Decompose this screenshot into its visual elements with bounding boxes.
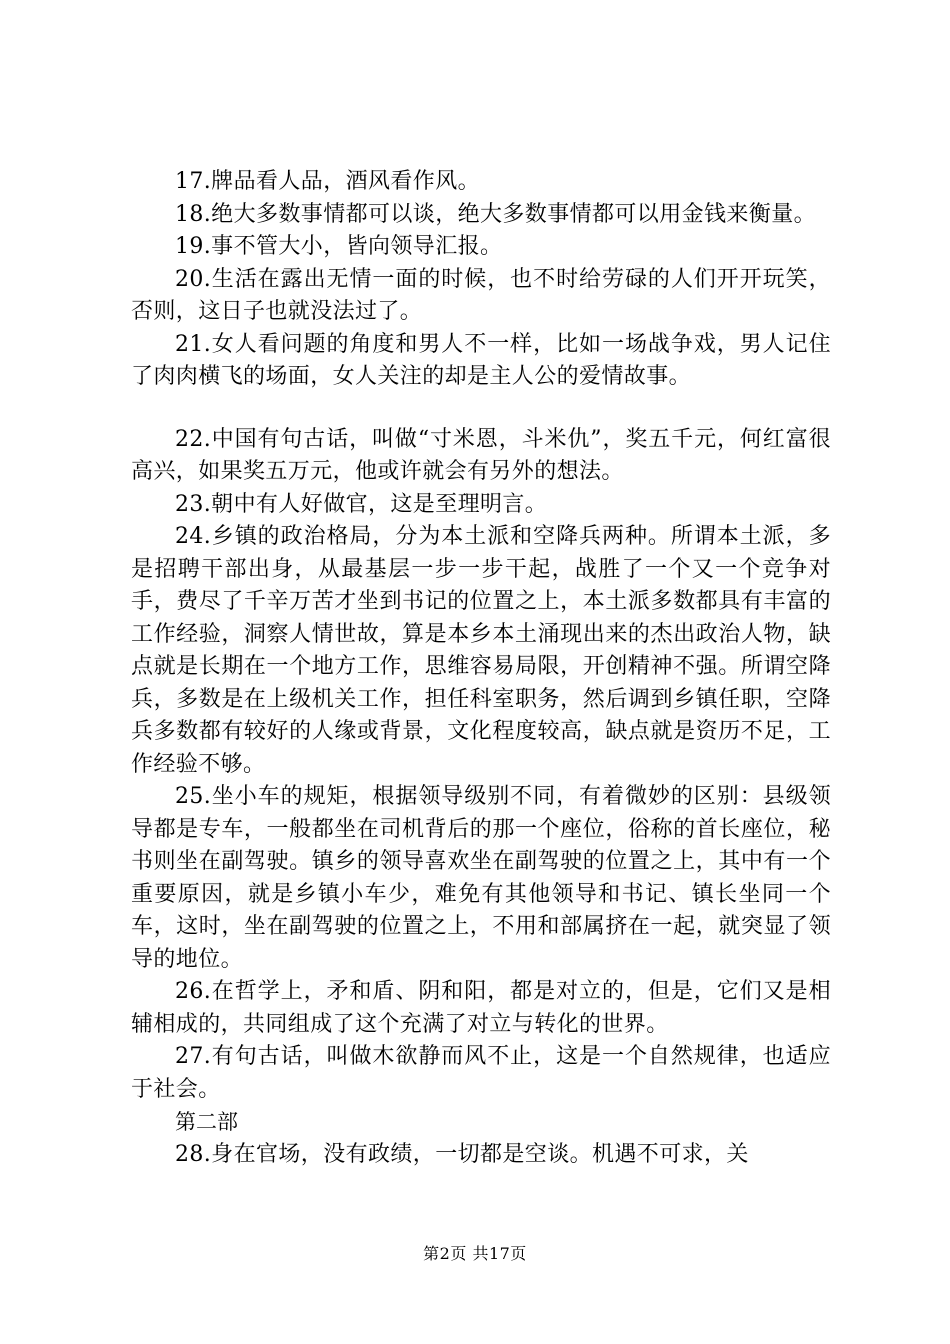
- paragraph-21: 21.女人看问题的角度和男人不一样，比如一场战争戏，男人记住了肉肉横飞的场面，女人关注的却是主人公的爱情故事。: [131, 331, 831, 389]
- paragraph-20: 20.生活在露出无情一面的时候，也不时给劳碌的人们开开玩笑，否则，这日子也就没法过了。: [131, 266, 831, 324]
- paragraph-18: 18.绝大多数事情都可以谈，绝大多数事情都可以用金钱来衡量。: [175, 201, 816, 227]
- paragraph-23: 23.朝中有人好做官，这是至理明言。: [175, 491, 548, 517]
- paragraph-17: 17.牌品看人品，酒风看作风。: [175, 169, 480, 194]
- paragraph-24: 24.乡镇的政治格局，分为本土派和空降兵两种。所谓本土派，多是招聘干部出身，从最基层一步一步干起，战胜了一个又一个竞争对手，费尽了千辛万苦才坐到书记的位置之上，本土派多数都具有丰富的工作经验，洞察人情世故，算是本乡本土涌现出来的杰出政治人物，缺点就是长期在一个地方工作，思维容易局限，开创精神不强。所谓空降兵，多数是在上级机关工作，担任科室职务，然后调到乡镇任职，空降兵多数都有较好的人缘或背景，文化程度较高，缺点就是资历不足，工作经验不够。: [131, 524, 831, 777]
- page-footer: [0, 1243, 950, 1265]
- paragraph-22: 22.中国有句古话，叫做“寸米恩，斗米仇”，奖五千元，何红富很高兴，如果奖五万元，他或许就会有另外的想法。: [131, 426, 831, 484]
- paragraph-26: 26.在哲学上，矛和盾、阴和阳，都是对立的，但是，它们又是相辅相成的，共同组成了这个充满了对立与转化的世界。: [131, 979, 831, 1037]
- document-body: [131, 166, 831, 1171]
- paragraph-28: 28.身在官场，没有政绩，一切都是空谈。机遇不可求，关: [175, 1141, 749, 1167]
- paragraph-25: 25.坐小车的规矩，根据领导级别不同，有着微妙的区别：县级领导都是专车，一般都坐在司机背后的那一个座位，俗称的首长座位，秘书则坐在副驾驶。镇乡的领导喜欢坐在副驾驶的位置之上，其中有一个重要原因，就是乡镇小车少，难免有其他领导和书记、镇长坐同一个车，这时，坐在副驾驶的位置之上，不用和部属挤在一起，就突显了领导的地位。: [131, 784, 831, 972]
- paragraph-19: 19.事不管大小，皆向领导汇报。: [175, 234, 503, 259]
- page-number: 第2页 共17页: [423, 1244, 527, 1263]
- paragraph-27: 27.有句古话，叫做木欲静而风不止，这是一个自然规律，也适应于社会。: [131, 1044, 831, 1102]
- section-heading: 第二部: [175, 1110, 238, 1134]
